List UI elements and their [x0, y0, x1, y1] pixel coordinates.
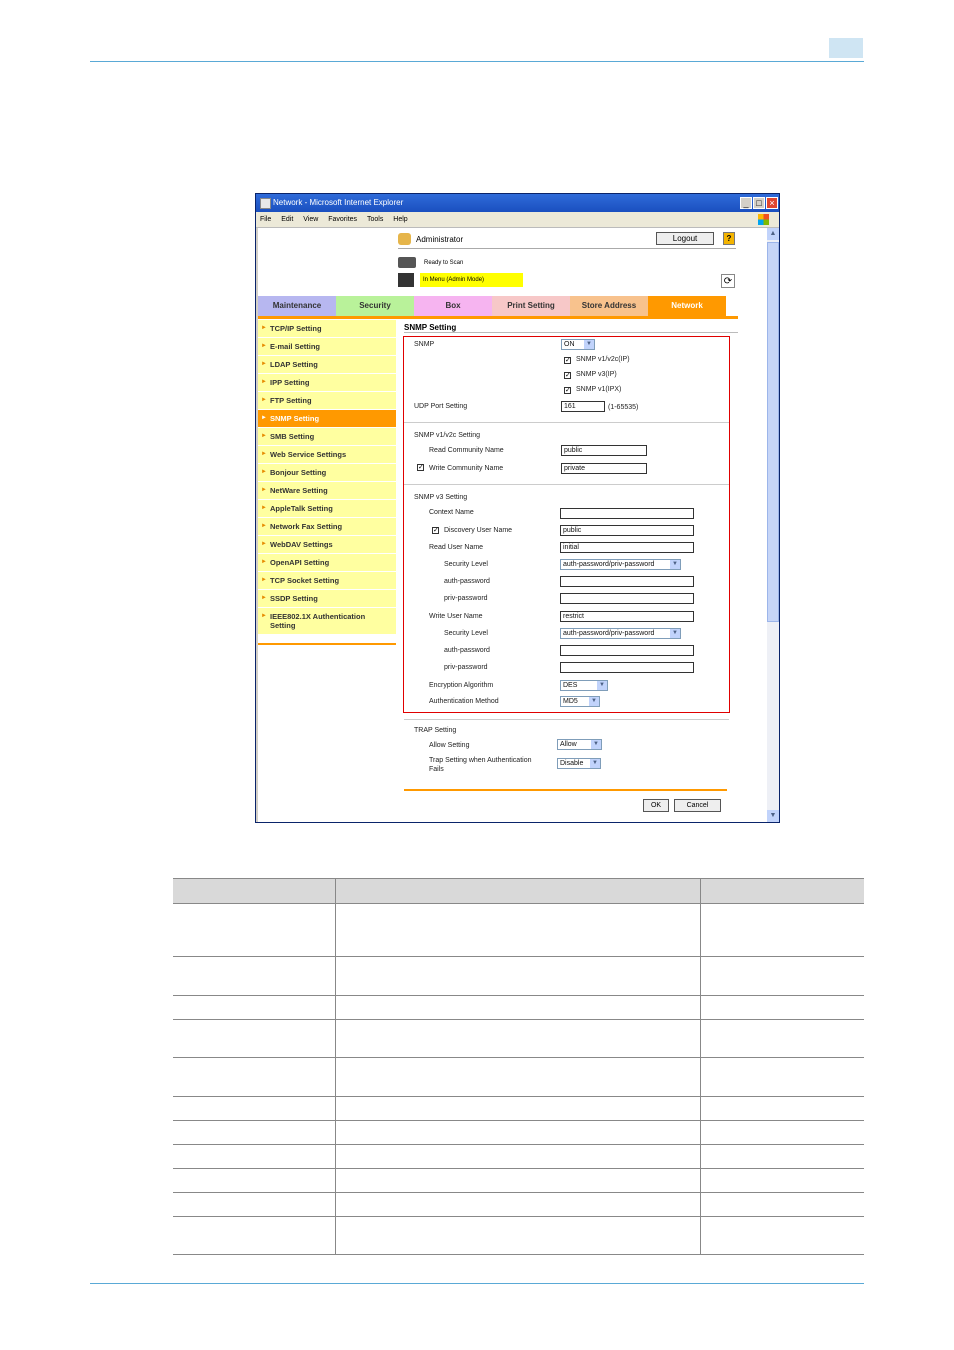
sidebar-item-ftp[interactable] — [258, 392, 396, 409]
table-cell — [700, 1145, 864, 1169]
table-cell — [335, 1058, 700, 1097]
table-cell — [700, 1193, 864, 1217]
scanner-icon — [398, 257, 416, 268]
sidebar-item-label: NetWare Setting — [270, 486, 328, 495]
logout-button[interactable]: Logout — [656, 232, 714, 245]
arrow-right-icon: ► — [261, 379, 267, 385]
page-title: SNMP Setting — [404, 323, 457, 332]
sidebar-item-ldap[interactable] — [258, 356, 396, 373]
tab-print-setting[interactable]: Print Setting — [492, 296, 570, 316]
table-cell — [173, 996, 335, 1020]
v3-section-title: SNMP v3 Setting — [414, 494, 468, 501]
table-cell — [335, 1145, 700, 1169]
discovery-user-checkbox[interactable]: ✓ — [433, 527, 439, 534]
arrow-right-icon: ► — [261, 487, 267, 493]
write-community-input[interactable]: private — [561, 463, 647, 474]
arrow-right-icon: ► — [261, 595, 267, 601]
chevron-down-icon: ▼ — [589, 697, 599, 706]
menu-file[interactable]: File — [260, 216, 272, 223]
arrow-right-icon: ► — [261, 397, 267, 403]
snmp-select-value: ON — [564, 341, 575, 348]
browser-window — [255, 193, 780, 823]
table-row — [173, 1121, 864, 1145]
header-rule — [90, 61, 864, 62]
sidebar-item-smb[interactable] — [258, 428, 396, 445]
v1v2c-section-title: SNMP v1/v2c Setting — [414, 432, 481, 439]
trap-section-title: TRAP Setting — [414, 727, 457, 734]
ie-page-icon — [260, 198, 271, 209]
encryption-algorithm-label: Encryption Algorithm — [429, 682, 494, 689]
cancel-button[interactable]: Cancel — [674, 799, 721, 812]
udp-port-label: UDP Port Setting — [414, 403, 468, 410]
vertical-scrollbar[interactable] — [767, 228, 779, 822]
table-cell — [700, 1169, 864, 1193]
encryption-algorithm-select[interactable] — [560, 680, 608, 691]
status-mode: In Menu (Admin Mode) — [420, 273, 523, 287]
windows-logo-icon — [758, 214, 769, 225]
section-divider — [404, 484, 729, 485]
minimize-button[interactable]: _ — [740, 197, 752, 209]
chevron-down-icon: ▼ — [591, 740, 601, 749]
read-auth-password-input[interactable] — [560, 576, 694, 587]
section-divider — [404, 422, 729, 423]
chevron-down-icon: ▼ — [590, 759, 600, 768]
arrow-right-icon: ► — [261, 361, 267, 367]
table-cell — [335, 1020, 700, 1058]
arrow-right-icon: ► — [261, 559, 267, 565]
sidebar-item-label: Network Fax Setting — [270, 522, 343, 531]
scroll-up-icon[interactable]: ▲ — [767, 228, 779, 240]
table-row — [173, 904, 864, 957]
settings-table — [173, 878, 864, 1255]
table-cell — [173, 1217, 335, 1255]
table-row — [173, 996, 864, 1020]
sidebar-item-webdav[interactable] — [258, 536, 396, 553]
table-row — [173, 1217, 864, 1255]
tab-underline — [258, 316, 738, 319]
snmp-v1v2c-label: SNMP v1/v2c(IP) — [576, 356, 630, 363]
trap-allow-select[interactable] — [557, 739, 602, 750]
chevron-down-icon: ▼ — [584, 340, 594, 349]
sidebar-item-label — [270, 612, 365, 630]
table-cell — [335, 996, 700, 1020]
sidebar-item-network-fax[interactable] — [258, 518, 396, 535]
write-security-level-label: Security Level — [444, 630, 488, 637]
form-bottom-rule — [404, 789, 727, 791]
title-divider — [404, 332, 738, 333]
table-cell — [700, 1217, 864, 1255]
read-auth-password-label: auth-password — [444, 578, 490, 585]
authentication-method-label: Authentication Method — [429, 698, 499, 705]
write-user-label: Write User Name — [429, 613, 483, 620]
snmp-v1-ipx-label: SNMP v1(IPX) — [576, 386, 622, 393]
page-content — [258, 228, 767, 822]
sidebar-item-appletalk[interactable] — [258, 500, 396, 517]
authentication-method-value: MD5 — [563, 698, 578, 705]
read-security-level-label: Security Level — [444, 561, 488, 568]
chevron-down-icon: ▼ — [670, 560, 680, 569]
sidebar-item-netware[interactable] — [258, 482, 396, 499]
help-button[interactable]: ? — [723, 232, 735, 245]
maximize-button[interactable]: □ — [753, 197, 765, 209]
sidebar-item-openapi[interactable] — [258, 554, 396, 571]
write-security-level-value: auth-password/priv-password — [563, 630, 655, 637]
table-cell — [700, 996, 864, 1020]
snmp-v1-ipx-checkbox[interactable]: ✓ — [565, 387, 571, 394]
read-user-input[interactable]: initial — [560, 542, 694, 553]
sidebar-item-label-line2: Setting — [270, 621, 296, 630]
udp-port-hint: (1-65535) — [608, 404, 639, 411]
sidebar-item-ssdp[interactable] — [258, 590, 396, 607]
table-cell — [173, 1145, 335, 1169]
authentication-method-select[interactable] — [560, 696, 600, 707]
trap-auth-fail-label — [429, 756, 531, 774]
snmp-select[interactable] — [561, 339, 595, 350]
sidebar-item-email[interactable] — [258, 338, 396, 355]
write-auth-password-label: auth-password — [444, 647, 490, 654]
table-row — [173, 1193, 864, 1217]
scroll-down-icon[interactable]: ▼ — [767, 810, 779, 822]
table-cell — [173, 1193, 335, 1217]
table-cell — [173, 1121, 335, 1145]
arrow-right-icon: ► — [261, 325, 267, 331]
sidebar-item-label: WebDAV Settings — [270, 540, 333, 549]
table-cell — [173, 1020, 335, 1058]
table-cell — [335, 1097, 700, 1121]
trap-allow-label: Allow Setting — [429, 742, 470, 749]
machine-icon — [398, 273, 414, 287]
table-row — [173, 1097, 864, 1121]
sidebar-item-label: SSDP Setting — [270, 594, 318, 603]
read-priv-password-input[interactable] — [560, 593, 694, 604]
write-priv-password-input[interactable] — [560, 662, 694, 673]
sidebar-item-label: E-mail Setting — [270, 342, 321, 351]
arrow-right-icon: ► — [261, 613, 267, 619]
table-row — [173, 1145, 864, 1169]
read-community-input[interactable]: public — [561, 445, 647, 456]
arrow-right-icon: ► — [261, 415, 267, 421]
sidebar-item-label: AppleTalk Setting — [270, 504, 333, 513]
table-header-cell — [335, 879, 700, 904]
udp-port-input[interactable]: 161 — [561, 401, 605, 412]
menu-help[interactable]: Help — [393, 216, 408, 223]
chevron-down-icon: ▼ — [597, 681, 607, 690]
write-auth-password-input[interactable] — [560, 645, 694, 656]
status-ready: Ready to Scan — [424, 260, 464, 266]
sidebar-item-label: SMB Setting — [270, 432, 315, 441]
table-row — [173, 1169, 864, 1193]
table-cell — [335, 1193, 700, 1217]
table-header-row — [173, 879, 864, 904]
sidebar-item-label: Web Service Settings — [270, 450, 347, 459]
header-tab-marker — [829, 38, 863, 58]
snmp-v3-label: SNMP v3(IP) — [576, 371, 617, 378]
arrow-right-icon: ► — [261, 523, 267, 529]
sidebar-item-label: SNMP Setting — [270, 414, 320, 423]
sidebar-item-label: FTP Setting — [270, 396, 312, 405]
menu-tools[interactable]: Tools — [367, 216, 384, 223]
trap-auth-fail-value: Disable — [560, 760, 584, 767]
table-cell — [335, 1121, 700, 1145]
table-cell — [173, 1097, 335, 1121]
snmp-label: SNMP — [414, 341, 435, 348]
close-button[interactable]: × — [766, 197, 778, 209]
footer-rule — [90, 1283, 864, 1284]
table-header-cell — [700, 879, 864, 904]
tab-store-address[interactable]: Store Address — [570, 296, 648, 316]
administrator-icon — [398, 233, 411, 245]
trap-allow-value: Allow — [560, 741, 577, 748]
table-header-cell — [173, 879, 335, 904]
sidebar-item-label: LDAP Setting — [270, 360, 318, 369]
write-priv-password-label: priv-password — [444, 664, 488, 671]
read-security-level-select[interactable] — [560, 559, 681, 570]
title-bar — [256, 194, 779, 212]
menu-view[interactable]: View — [303, 216, 319, 223]
chevron-down-icon: ▼ — [670, 629, 680, 638]
arrow-right-icon: ► — [261, 469, 267, 475]
sidebar-item-tcpip[interactable] — [258, 320, 396, 337]
table-cell — [173, 1058, 335, 1097]
scroll-thumb[interactable] — [767, 242, 779, 622]
trap-auth-fail-line2: Fails — [429, 766, 444, 773]
table-cell — [700, 957, 864, 996]
table-cell — [700, 1097, 864, 1121]
sidebar-item-ipp[interactable] — [258, 374, 396, 391]
table-cell — [700, 1121, 864, 1145]
section-divider — [404, 719, 729, 720]
sidebar-item-label: Bonjour Setting — [270, 468, 327, 477]
snmp-v1v2c-checkbox[interactable]: ✓ — [565, 357, 571, 364]
sidebar-item-web-service[interactable] — [258, 446, 396, 463]
trap-auth-fail-line1: Trap Setting when Authentication — [429, 757, 532, 764]
read-community-label: Read Community Name — [429, 447, 504, 454]
discovery-user-label: Discovery User Name — [444, 527, 513, 534]
arrow-right-icon: ► — [261, 541, 267, 547]
read-user-label: Read User Name — [429, 544, 484, 551]
ok-button[interactable]: OK — [643, 799, 669, 812]
context-name-input[interactable] — [560, 508, 694, 519]
write-community-label: Write Community Name — [429, 465, 504, 472]
user-name: Administrator — [416, 235, 464, 244]
trap-auth-fail-select[interactable] — [557, 758, 601, 769]
table-cell — [700, 904, 864, 957]
sidebar-item-label: IPP Setting — [270, 378, 310, 387]
arrow-right-icon: ► — [261, 343, 267, 349]
read-security-level-value: auth-password/priv-password — [563, 561, 655, 568]
table-cell — [173, 1169, 335, 1193]
write-user-input[interactable]: restrict — [560, 611, 694, 622]
sidebar-item-bonjour[interactable] — [258, 464, 396, 481]
tab-network[interactable]: Network — [648, 296, 726, 316]
sidebar-item-label-line1: IEEE802.1X Authentication — [270, 612, 366, 621]
tab-security[interactable]: Security — [336, 296, 414, 316]
write-community-checkbox[interactable]: ✓ — [418, 464, 424, 471]
header-divider — [398, 248, 736, 249]
table-row — [173, 957, 864, 996]
window-title: Network - Microsoft Internet Explorer — [273, 198, 404, 207]
sidebar-item-label: TCP Socket Setting — [270, 576, 340, 585]
sidebar-item-snmp[interactable] — [258, 410, 396, 427]
arrow-right-icon: ► — [261, 433, 267, 439]
table-cell — [700, 1020, 864, 1058]
table-cell — [335, 904, 700, 957]
table-cell — [173, 957, 335, 996]
refresh-icon[interactable]: ⟳ — [721, 274, 735, 288]
arrow-right-icon: ► — [261, 577, 267, 583]
tab-box[interactable]: Box — [414, 296, 492, 316]
encryption-algorithm-value: DES — [563, 682, 578, 689]
sidebar-item-label: TCP/IP Setting — [270, 324, 322, 333]
read-priv-password-label: priv-password — [444, 595, 488, 602]
table-row — [173, 1020, 864, 1058]
table-cell — [700, 1058, 864, 1097]
discovery-user-input[interactable]: public — [560, 525, 694, 536]
sidebar-item-tcp-socket[interactable] — [258, 572, 396, 589]
arrow-right-icon: ► — [261, 451, 267, 457]
table-row — [173, 1058, 864, 1097]
tab-maintenance[interactable]: Maintenance — [258, 296, 336, 316]
table-cell — [335, 957, 700, 996]
menu-bar — [256, 212, 779, 228]
snmp-v3-checkbox[interactable]: ✓ — [565, 372, 571, 379]
menu-edit[interactable]: Edit — [281, 216, 294, 223]
arrow-right-icon: ► — [261, 505, 267, 511]
table-cell — [335, 1169, 700, 1193]
menu-favorites[interactable]: Favorites — [328, 216, 358, 223]
write-security-level-select[interactable] — [560, 628, 681, 639]
table-cell — [335, 1217, 700, 1255]
context-name-label: Context Name — [429, 509, 474, 516]
sidebar-bottom-rule — [258, 643, 396, 645]
table-cell — [173, 904, 335, 957]
sidebar-item-label: OpenAPI Setting — [270, 558, 330, 567]
sidebar-item-ieee8021x[interactable] — [258, 608, 396, 634]
